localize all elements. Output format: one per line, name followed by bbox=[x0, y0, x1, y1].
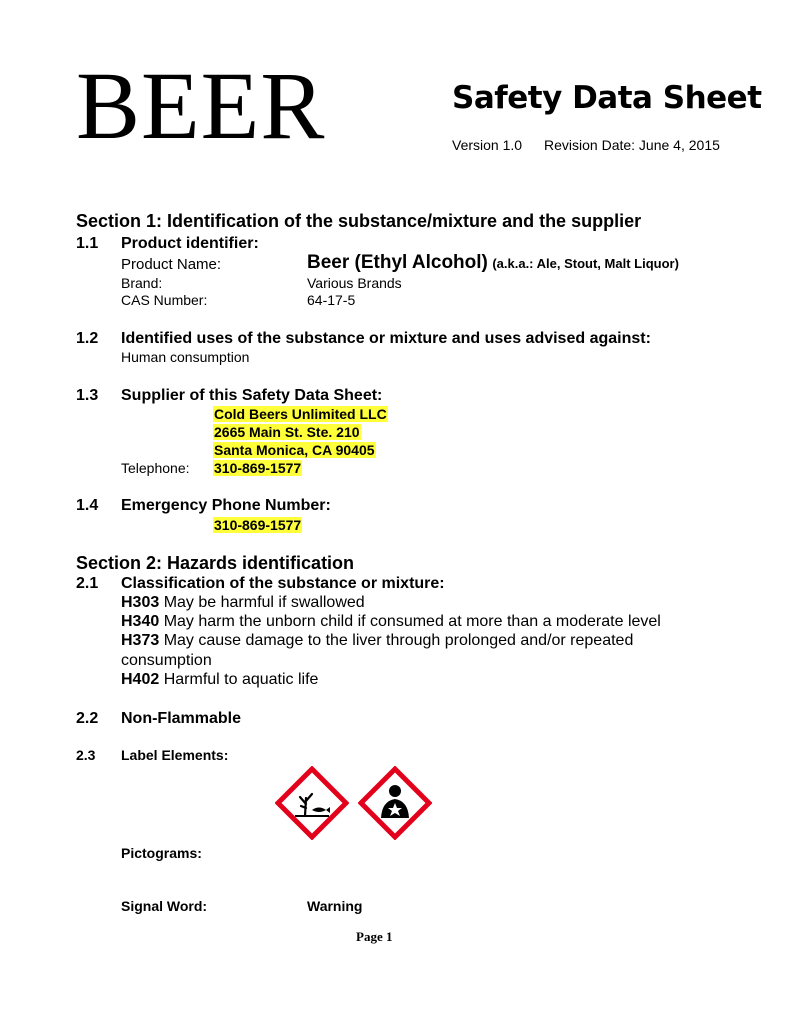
signal-word-label: Signal Word: bbox=[121, 898, 208, 914]
product-aka: (a.k.a.: Ale, Stout, Malt Liquor) bbox=[492, 256, 679, 271]
version-text: Version 1.0 bbox=[452, 137, 523, 153]
document-title: Safety Data Sheet bbox=[452, 80, 762, 116]
environment-icon bbox=[275, 766, 349, 840]
section-2-1-number: 2.1 bbox=[76, 575, 99, 592]
cas-label: CAS Number: bbox=[121, 292, 208, 308]
brand-label: Brand: bbox=[121, 275, 163, 291]
section-1-2-number: 1.2 bbox=[76, 330, 99, 347]
revision-date: Revision Date: June 4, 2015 bbox=[544, 137, 720, 153]
supplier-telephone: 310-869-1577 bbox=[214, 460, 302, 476]
hazard-statement-continued: consumption bbox=[121, 652, 212, 669]
section-2-3-number: 2.3 bbox=[76, 747, 96, 763]
brand-value: Various Brands bbox=[307, 275, 402, 291]
product-name-row bbox=[307, 252, 679, 274]
product-name: Beer (Ethyl Alcohol) bbox=[307, 252, 488, 273]
pictograms-label: Pictograms: bbox=[121, 845, 202, 861]
section-2-1-heading: Classification of the substance or mixture: bbox=[121, 575, 445, 592]
emergency-phone: 310-869-1577 bbox=[214, 517, 302, 533]
section-1-1-heading: Product identifier: bbox=[121, 235, 259, 252]
section-2-2-number: 2.2 bbox=[76, 710, 99, 727]
page-number: Page 1 bbox=[356, 929, 393, 944]
section-2-title: Section 2: Hazards identification bbox=[76, 553, 355, 573]
hazard-statement: H340 May harm the unborn child if consumed at more than a moderate level bbox=[121, 613, 661, 630]
beer-logo: BEER bbox=[76, 52, 326, 159]
hazard-statement: H303 May be harmful if swallowed bbox=[121, 594, 365, 611]
identified-use: Human consumption bbox=[121, 349, 250, 365]
product-name-label: Product Name: bbox=[121, 256, 222, 273]
section-1-3-number: 1.3 bbox=[76, 387, 99, 404]
section-1-4-heading: Emergency Phone Number: bbox=[121, 497, 331, 514]
signal-word: Warning bbox=[307, 898, 363, 914]
section-1-2-heading: Identified uses of the substance or mixture and uses advised against: bbox=[121, 330, 651, 347]
cas-value: 64-17-5 bbox=[307, 292, 356, 308]
supplier-address-line-2: Santa Monica, CA 90405 bbox=[214, 442, 375, 458]
hazard-statement: H373 May cause damage to the liver through prolonged and/or repeated bbox=[121, 632, 634, 649]
section-1-1-number: 1.1 bbox=[76, 235, 99, 252]
health-hazard-icon bbox=[358, 766, 432, 840]
section-1-3-heading: Supplier of this Safety Data Sheet: bbox=[121, 387, 383, 404]
section-1-4-number: 1.4 bbox=[76, 497, 99, 514]
section-2-3-heading: Label Elements: bbox=[121, 747, 229, 763]
telephone-label: Telephone: bbox=[121, 460, 190, 476]
section-1-title: Section 1: Identification of the substance/mixture and the supplier bbox=[76, 211, 642, 231]
supplier-company: Cold Beers Unlimited LLC bbox=[214, 406, 387, 422]
hazard-statement: H402 Harmful to aquatic life bbox=[121, 671, 319, 688]
section-2-2-heading: Non-Flammable bbox=[121, 710, 242, 727]
supplier-address-line-1: 2665 Main St. Ste. 210 bbox=[214, 424, 360, 440]
